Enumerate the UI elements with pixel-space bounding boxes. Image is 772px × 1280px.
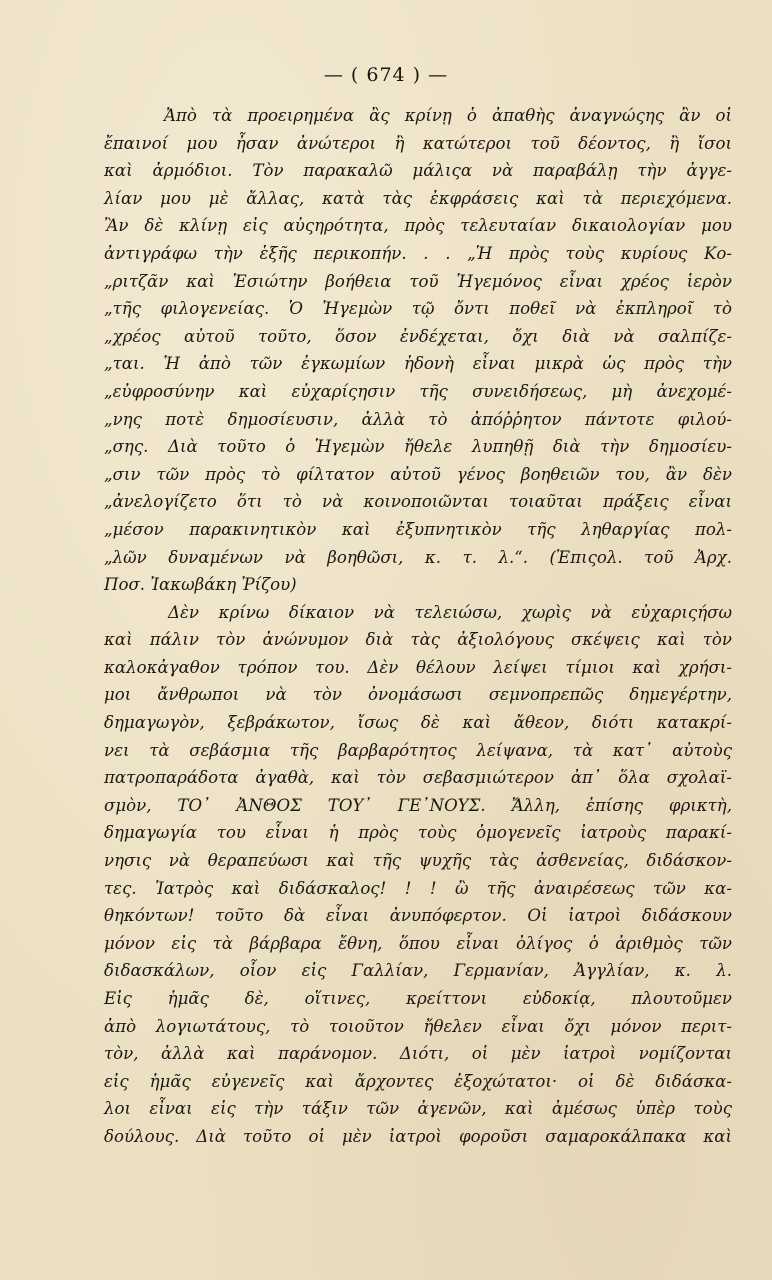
text-line: θηκόντων! τοῦτο δὰ εἶναι ἀνυπόφερτον. Οἱ ἰατροὶ διδάσκουν <box>104 906 732 926</box>
text-line: καλοκἀγαθον τρόπον του. Δὲν θέλουν λείψει τίμιοι καὶ χρήσι- <box>104 657 732 677</box>
text-line: „νης ποτὲ δημοσίευσιν, ἀλλὰ τὸ ἀπόῤῥητον πάντοτε φιλού- <box>104 409 732 429</box>
text-line: ἀντιγράφω τὴν ἑξῆς περικοπήν. . . „Ἡ πρὸς τοὺς κυρίους Κο- <box>104 243 732 263</box>
text-line: δούλους. Διὰ τοῦτο οἱ μὲν ἰατροὶ φοροῦσι σαμαροκάλπακα καὶ <box>104 1126 732 1146</box>
text-line: Δὲν κρίνω δίκαιον νὰ τελειώσω, χωρὶς νὰ εὐχαριςήσω <box>168 602 732 622</box>
text-line: ἔπαινοί μου ἦσαν ἀνώτεροι ἢ κατώτεροι τοῦ δέοντος, ἢ ἴσοι <box>104 133 732 153</box>
text-line: Εἰς ἡμᾶς δὲ, οἵτινες, κρείττονι εὐδοκίᾳ, πλουτοῦμεν <box>104 989 732 1008</box>
page-header: — ( 674 ) — <box>323 64 449 86</box>
text-line: „μέσον παρακινητικὸν καὶ ἐξυπνητικὸν τῆς ληθαργίας πολ- <box>104 519 732 539</box>
text-line: „εὐφροσύνην καὶ εὐχαρίςησιν τῆς συνειδήσεως, μὴ ἀνεχομέ- <box>104 381 732 401</box>
text-line: τες. Ἰατρὸς καὶ διδάσκαλος! ! ! ὢ τῆς ἀναιρέσεως τῶν κα- <box>104 878 732 898</box>
text-line: καὶ πάλιν τὸν ἀνώνυμον διὰ τὰς ἀξιολόγους σκέψεις καὶ τὸν <box>104 630 732 650</box>
text-line: Ποσ. Ἰακωβάκη Ῥίζου) <box>104 575 297 595</box>
text-line: „ριτζᾶν καὶ Ἐσιώτην βοήθεια τοῦ Ἡγεμόνος εἶναι χρέος ἱερὸν <box>104 271 732 291</box>
text-line: „ται. Ἡ ἀπὸ τῶν ἐγκωμίων ἡδονὴ εἶναι μικρὰ ὡς πρὸς τὴν <box>104 354 732 374</box>
text-line: νει τὰ σεβάσμια τῆς βαρβαρότητος λείψανα, τὰ κατ᾽ αὐτοὺς <box>104 740 732 760</box>
text-line: λίαν μου μὲ ἄλλας, κατὰ τὰς ἐκφράσεις καὶ τὰ περιεχόμενα. <box>104 188 732 208</box>
text-line: „τῆς φιλογενείας. Ὁ Ἡγεμὼν τῷ ὄντι ποθεῖ νὰ ἐκπληροῖ τὸ <box>104 299 732 319</box>
text-line: „ἀνελογίζετο ὅτι τὸ νὰ κοινοποιῶνται τοιαῦται πράξεις εἶναι <box>104 492 732 512</box>
text-line: εἰς ἡμᾶς εὐγενεῖς καὶ ἄρχοντες ἐξοχώτατοι· οἱ δὲ διδάσκα- <box>104 1071 732 1091</box>
text-line: νησις νὰ θεραπεύωσι καὶ τῆς ψυχῆς τὰς ἀσθενείας, διδάσκον- <box>104 851 732 871</box>
text-line: μόνον εἰς τὰ βάρβαρα ἔθνη, ὅπου εἶναι ὀλίγος ὁ ἀριθμὸς τῶν <box>104 933 732 953</box>
text-line: τὸν, ἀλλὰ καὶ παράνομον. Διότι, οἱ μὲν ἰατροὶ νομίζονται <box>104 1044 732 1064</box>
text-line: „χρέος αὐτοῦ τοῦτο, ὅσον ἐνδέχεται, ὄχι διὰ νὰ σαλπίζε- <box>104 326 732 346</box>
text-line: δημαγωγία του εἶναι ἡ πρὸς τοὺς ὁμογενεῖς ἰατροὺς παρακί- <box>104 823 732 843</box>
text-line: ἀπὸ λογιωτάτους, τὸ τοιοῦτον ἤθελεν εἶναι ὄχι μόνον περιτ- <box>104 1016 732 1036</box>
text-line: Ἂν δὲ κλίνῃ εἰς αὐςηρότητα, πρὸς τελευταίαν δικαιολογίαν μου <box>104 216 732 236</box>
body-text <box>104 102 732 1151</box>
text-line: μοι ἄνθρωποι νὰ τὸν ὀνομάσωσι σεμνοπρεπῶς δημεγέρτην, <box>104 685 732 705</box>
text-line: δημαγωγὸν, ξεβράκωτον, ἴσως δὲ καὶ ἄθεον, διότι κατακρί- <box>104 713 732 733</box>
text-line: λοι εἶναι εἰς τὴν τάξιν τῶν ἀγενῶν, καὶ ἀμέσως ὑπὲρ τοὺς <box>104 1099 732 1119</box>
text-line: „λῶν δυναμένων νὰ βοηθῶσι, κ. τ. λ.“. (Ἐπιςολ. τοῦ Ἀρχ. <box>104 547 732 567</box>
text-line: „σης. Διὰ τοῦτο ὁ Ἡγεμὼν ἤθελε λυπηθῇ διὰ τὴν δημοσίευ- <box>104 437 732 457</box>
text-line: πατροπαράδοτα ἀγαθὰ, καὶ τὸν σεβασμιώτερον ἀπ᾽ ὅλα σχολαϊ- <box>104 768 732 788</box>
text-line: „σιν τῶν πρὸς τὸ φίλτατον αὐτοῦ γένος βοηθειῶν του, ἂν δὲν <box>104 464 732 484</box>
text-line: διδασκάλων, οἷον εἰς Γαλλίαν, Γερμανίαν, Ἀγγλίαν, κ. λ. <box>104 961 732 981</box>
text-line: Ἀπὸ τὰ προειρημένα ἂς κρίνῃ ὁ ἀπαθὴς ἀναγνώςης ἂν οἱ <box>164 106 732 125</box>
text-line: σμὸν, ΤΟ᾽ ἈΝΘΟΣ ΤΟΥ᾽ ΓΕ᾽ΝΟΥΣ. Ἄλλη, ἐπίσης φρικτὴ, <box>104 795 732 815</box>
text-line: καὶ ἁρμόδιοι. Τὸν παρακαλῶ μάλιςα νὰ παραβάλῃ τὴν ἀγγε- <box>104 161 732 181</box>
